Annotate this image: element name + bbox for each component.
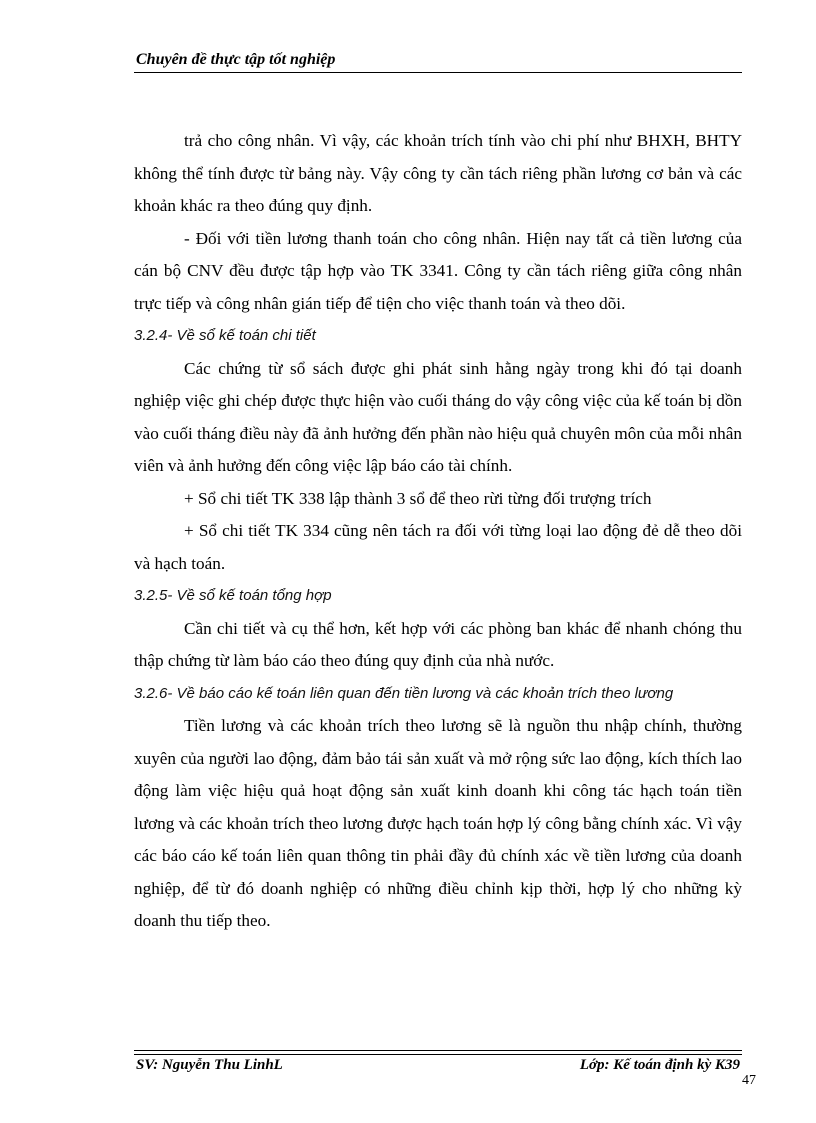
paragraph-7: Tiền lương và các khoản trích theo lương sẽ là nguồn thu nhập chính, thường xuyên của người lao động, đảm bảo tái sản xuất và mở rộng sức lao động, kích thích lao động làm việc hiệu quả hoạt động sản xuất kinh doanh khi công tác hạch toán tiền lương và các khoản trích theo lương được hạch toán hợp lý công bằng chính xác. Vì vậy các báo cáo kế toán liên quan thông tin phải đầy đủ chính xác về tiền lương của doanh nghiệp, để từ đó doanh nghiệp có những điều chỉnh kịp thời, hợp lý cho những kỳ doanh thu tiếp theo. [134, 716, 742, 930]
paragraph-1: trả cho công nhân. Vì vậy, các khoản trích tính vào chi phí như BHXH, BHTY không thể tính được từ bảng này. Vậy công ty cần tách riêng phần lương cơ bản và các khoản khác ra theo đúng quy định. [134, 131, 742, 215]
header-title: Chuyên đề thực tập tốt nghiệp [136, 51, 336, 68]
page-header [134, 50, 742, 73]
section-heading-3-2-6: 3.2.6- Về báo cáo kế toán liên quan đến tiền lương và các khoản trích theo lương [134, 684, 674, 702]
section-heading-3-2-4: 3.2.4- Về sổ kế toán chi tiết [134, 327, 316, 344]
footer-divider [134, 1050, 742, 1051]
footer-student-name: SV: Nguyễn Thu LinhL [136, 1057, 283, 1073]
paragraph-6: Cần chi tiết và cụ thể hơn, kết hợp với các phòng ban khác để nhanh chóng thu thập chứng từ làm báo cáo theo đúng quy định của nhà nước. [134, 618, 742, 670]
paragraph-4: + Sổ chi tiết TK 338 lập thành 3 sổ để theo rừi từng đối trượng trích [184, 488, 652, 508]
paragraph-5: + Sổ chi tiết TK 334 cũng nên tách ra đối với từng loại lao động đẻ dễ theo dõi và hạch toán. [134, 521, 742, 573]
paragraph-3: Các chứng từ sổ sách được ghi phát sinh hằng ngày trong khi đó tại doanh nghiệp việc ghi chép được thực hiện vào cuối tháng do vậy công việc của kế toán bị dồn vào cuối tháng điều này đã ảnh hưởng đến phần nào hiệu quả chuyên môn của mỗi nhân viên và ảnh hưởng đến công việc lập báo cáo tài chính. [134, 358, 742, 475]
footer-class: Lớp: Kế toán định kỳ K39 [579, 1057, 740, 1073]
page-number: 47 [742, 1073, 756, 1088]
section-heading-3-2-5: 3.2.5- Về sổ kế toán tổng hợp [134, 587, 332, 604]
document-body [134, 125, 742, 938]
footer-divider-thin [134, 1054, 742, 1055]
paragraph-2: - Đối với tiền lương thanh toán cho công nhân. Hiện nay tất cả tiền lương của cán bộ CNV đều được tập hợp vào TK 3341. Công ty cần tách riêng giữa công nhân trực tiếp và công nhân gián tiếp để tiện cho việc thanh toán và theo dõi. [134, 228, 742, 313]
